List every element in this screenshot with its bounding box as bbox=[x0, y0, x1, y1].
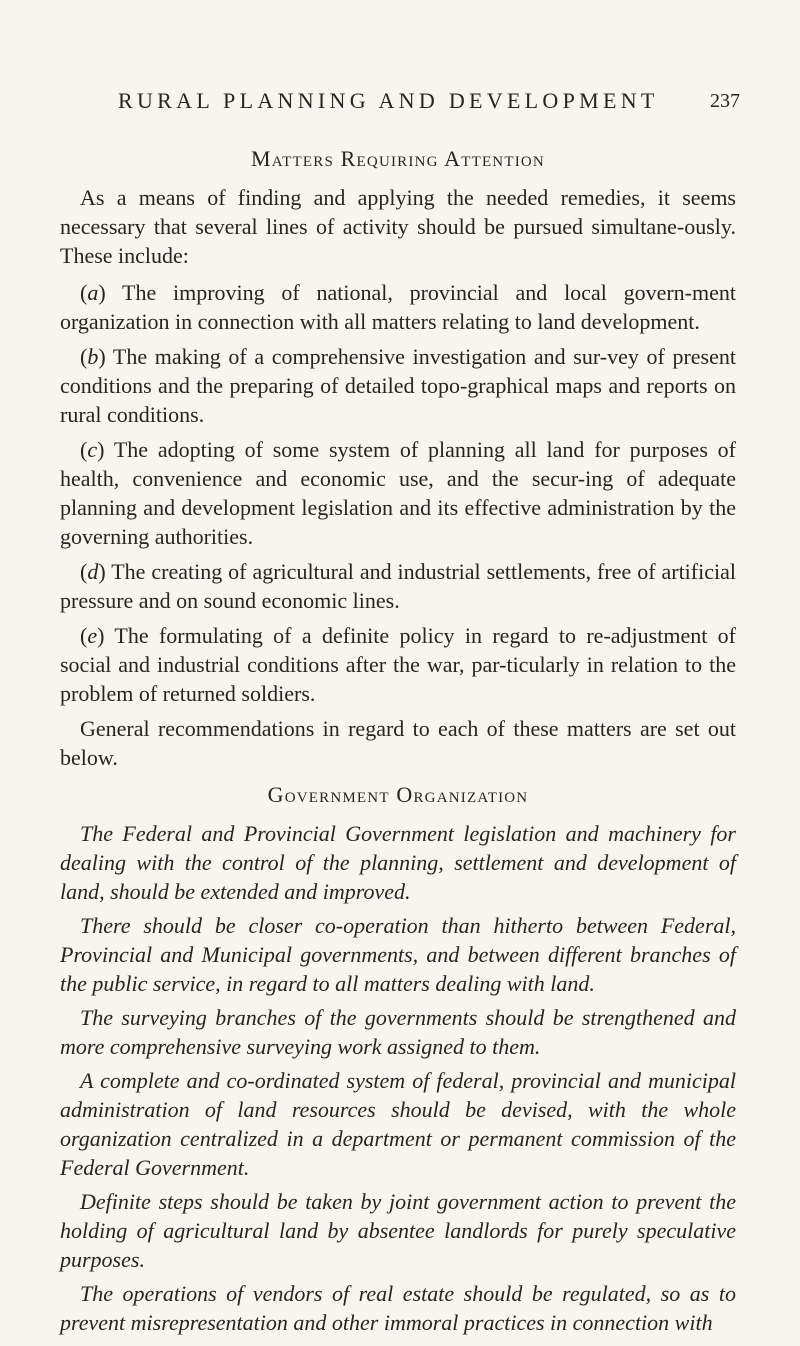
list-item-text: The improving of national, provincial and local govern-ment organization in connection with all matters relating to land development. bbox=[60, 280, 736, 334]
recommendation-paragraph: A complete and co-ordinated system of federal, provincial and municipal administration of land resources should be devised, with the whole organization centralized in a department or permanent commission of the Federal Government. bbox=[60, 1068, 736, 1180]
list-label: a bbox=[87, 280, 99, 305]
recommendation-paragraph: The surveying branches of the governments should be strengthened and more comprehensive surveying work assigned to them. bbox=[60, 1005, 736, 1059]
list-label: e bbox=[87, 623, 98, 648]
list-item-e: (e) The formulating of a definite policy in regard to re-adjustment of social and industrial conditions after the war, par-ticularly in relation to the problem of returned soldiers. bbox=[60, 623, 737, 706]
recommendation-paragraph: The Federal and Provincial Government legislation and machinery for dealing with the control of the planning, settlement and development of land, should be extended and improved. bbox=[60, 821, 736, 904]
list-label: b bbox=[87, 344, 99, 369]
page-number: 237 bbox=[710, 90, 740, 112]
running-title: RURAL PLANNING AND DEVELOPMENT bbox=[118, 88, 659, 113]
list-item-text: The creating of agricultural and industrial settlements, free of artificial pressure and on sound economic lines. bbox=[60, 559, 736, 613]
list-item-b: (b) The making of a comprehensive investigation and sur-vey of present conditions and the preparing of detailed topo-graphical maps and reports on rural conditions. bbox=[60, 344, 736, 427]
page-header bbox=[118, 88, 740, 116]
list-item-text: The adopting of some system of planning all land for purposes of health, convenience and economic use, and the secur-ing of adequate planning and development legislation and its effective administration by the governing authorities. bbox=[60, 437, 736, 549]
list-item-d: (d) The creating of agricultural and industrial settlements, free of artificial pressure and on sound economic lines. bbox=[60, 559, 736, 613]
section-heading-government: Government Organization bbox=[267, 782, 529, 807]
list-label: d bbox=[87, 559, 99, 584]
recommendation-paragraph: Definite steps should be taken by joint government action to prevent the holding of agricultural land by absentee landlords for purely speculative purposes. bbox=[60, 1189, 736, 1272]
list-item-c: (c) The adopting of some system of planning all land for purposes of health, convenience and economic use, and the secur-ing of adequate planning and development legislation and its effective administration by the governing authorities. bbox=[60, 437, 736, 549]
closing-paragraph: General recommendations in regard to each of these matters are set out below. bbox=[60, 716, 736, 770]
list-label: c bbox=[87, 437, 98, 462]
section-heading-matters: Matters Requiring Attention bbox=[251, 146, 545, 171]
recommendation-paragraph: There should be closer co-operation than hitherto between Federal, Provincial and Municipal governments, and between different branches of the public service, in regard to all matters dealing with land. bbox=[60, 913, 736, 996]
recommendation-paragraph: The operations of vendors of real estate should be regulated, so as to prevent misrepresentation and other immoral practices in connection with bbox=[60, 1281, 736, 1335]
intro-paragraph: As a means of finding and applying the needed remedies, it seems necessary that several lines of activity should be pursued simultane-ously. These include: bbox=[60, 185, 736, 268]
list-item-a: (a) The improving of national, provincial and local govern-ment organization in connection with all matters relating to land development. bbox=[60, 280, 736, 334]
page-body bbox=[60, 140, 736, 1342]
list-item-text: The formulating of a definite policy in regard to re-adjustment of social and industrial conditions after the war, par-ticularly in relation to the problem of returned soldiers. bbox=[60, 623, 737, 706]
list-item-text: The making of a comprehensive investigation and sur-vey of present conditions and the preparing of detailed topo-graphical maps and reports on rural conditions. bbox=[60, 344, 736, 427]
